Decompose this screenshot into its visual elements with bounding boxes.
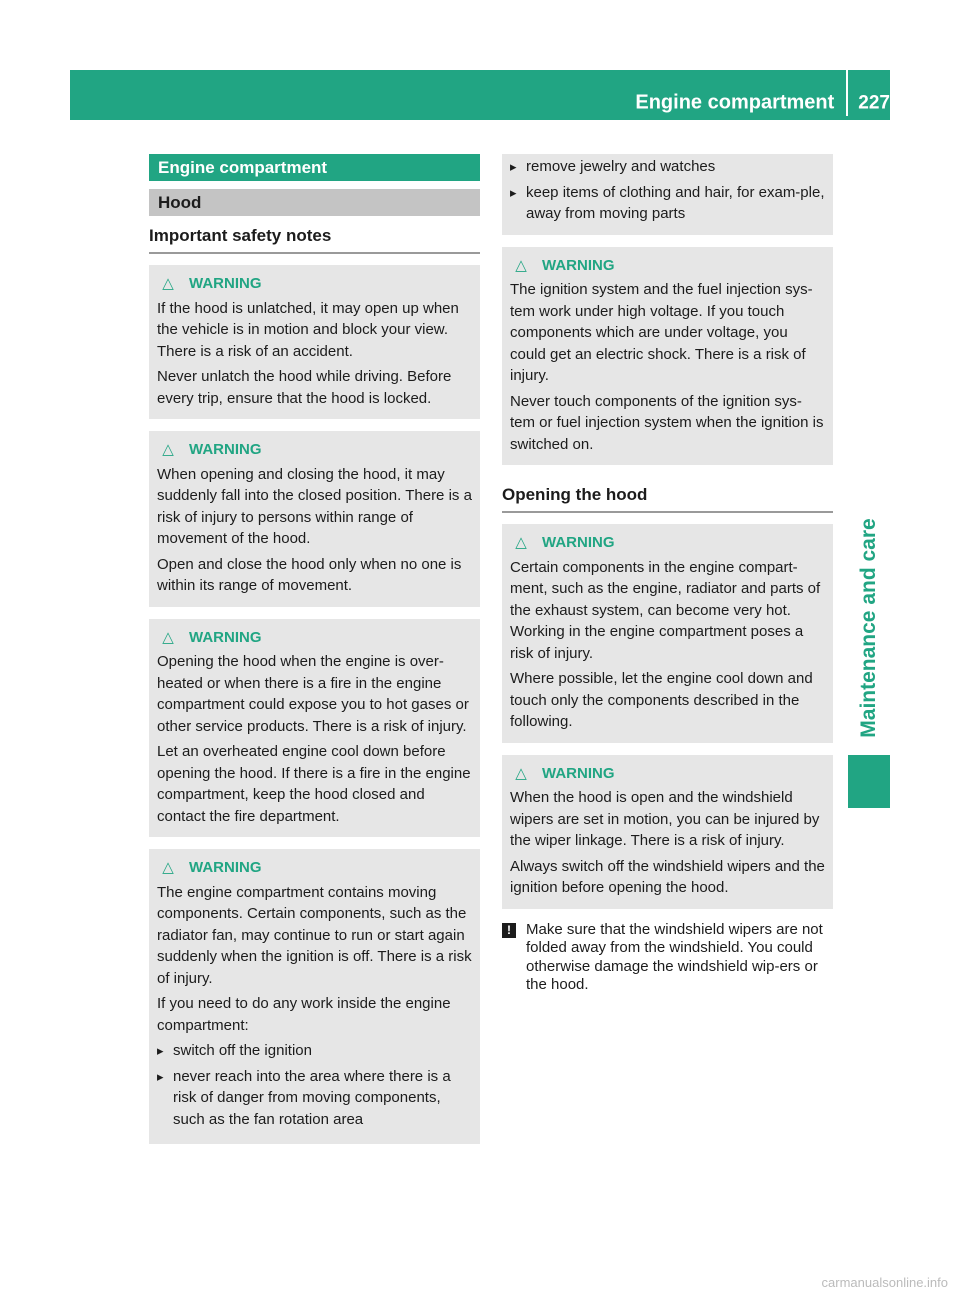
warning-box <box>502 755 833 909</box>
warning-triangle-icon: △ <box>515 256 527 274</box>
list-item: ▸ remove jewelry and watches <box>510 156 825 178</box>
list-item: ▸ never reach into the area where there is a risk of danger from moving components, such as the fan rotation area <box>157 1066 472 1131</box>
list-item: ▸ switch off the ignition <box>157 1040 472 1062</box>
warning-header: △ WARNING <box>157 273 472 295</box>
warning-triangle-icon: △ <box>515 534 527 551</box>
right-column <box>502 154 833 995</box>
warning-text: When the hood is open and the windshield wipers are set in motion, you can be injured by the wiper linkage. There is a risk of injury. <box>510 789 820 849</box>
left-column <box>149 154 480 1156</box>
warning-triangle-icon: △ <box>162 859 174 876</box>
warning-continuation-box <box>502 154 833 235</box>
warning-text: The ignition system and the fuel injection sys-tem work under high voltage. If you touch components which are under voltage, you could get an electric shock. There is a risk of injury. <box>510 281 813 384</box>
warning-header: △ WARNING <box>157 627 472 649</box>
warning-triangle-icon: △ <box>162 628 174 646</box>
warning-text: The engine compartment contains moving components. Certain components, such as the radiator fan, may continue to run or start again suddenly when the ignition is off. There is a risk of injury. <box>157 883 472 987</box>
list-item: ▸ keep items of clothing and hair, for exam-ple, away from moving parts <box>510 182 825 225</box>
warning-header: △ WARNING <box>510 763 825 785</box>
header-title: Engine compartment <box>635 91 835 114</box>
subsubsection-title: Opening the hood <box>502 485 833 513</box>
header-divider <box>846 66 848 116</box>
notice-text: Make sure that the windshield wipers are not folded away from the windshield. You could otherwise damage the windshield wip-ers or the hood. <box>526 920 823 993</box>
warning-box <box>149 265 480 419</box>
subsubsection-title: Important safety notes <box>149 226 480 254</box>
warning-text: Never unlatch the hood while driving. Before every trip, ensure that the hood is locked. <box>157 368 452 407</box>
side-tab-marker <box>848 755 890 808</box>
warning-header: △ WARNING <box>157 439 472 461</box>
warning-header: △ WARNING <box>157 857 472 879</box>
warning-text: Where possible, let the engine cool down and touch only the components described in the following. <box>510 670 813 730</box>
subsection-title: Hood <box>149 189 480 216</box>
side-tab-label: Maintenance and care <box>857 518 880 738</box>
warning-box <box>149 849 480 1144</box>
watermark: carmanualsonline.info <box>821 1275 948 1290</box>
warning-header: △ WARNING <box>510 255 825 277</box>
warning-box <box>502 524 833 743</box>
warning-header: △ WARNING <box>510 532 825 554</box>
warning-box <box>502 247 833 466</box>
warning-triangle-icon: △ <box>162 275 174 292</box>
warning-text: If the hood is unlatched, it may open up when the vehicle is in motion and block your view. There is a risk of an accident. <box>157 299 459 360</box>
material-damage-notice <box>502 921 833 995</box>
warning-text: Open and close the hood only when no one is within its range of movement. <box>157 555 462 594</box>
bullet-list <box>157 1040 472 1130</box>
warning-text: Always switch off the windshield wipers and the ignition before opening the hood. <box>510 857 825 896</box>
bullet-list <box>510 156 825 225</box>
warning-triangle-icon: △ <box>162 441 174 458</box>
warning-triangle-icon: △ <box>515 764 527 782</box>
warning-box <box>149 431 480 607</box>
warning-text: Never touch components of the ignition sys-tem or fuel injection system when the ignition is switched on. <box>510 392 824 453</box>
warning-text: Let an overheated engine cool down before opening the hood. If there is a fire in the engine compartment, keep the hood closed and contact the fire department. <box>157 743 471 825</box>
section-title: Engine compartment <box>149 154 480 181</box>
running-header <box>635 88 890 118</box>
exclamation-icon: ! <box>502 923 516 938</box>
page-number: 227 <box>858 92 890 114</box>
warning-text: If you need to do any work inside the engine compartment: <box>157 995 451 1034</box>
warning-text: Certain components in the engine compart-ment, such as the engine, radiator and parts of the exhaust system, can become very hot. Working in the engine compartment poses a risk of injury. <box>510 558 821 662</box>
warning-box <box>149 619 480 838</box>
warning-text: Opening the hood when the engine is over-heated or when there is a fire in the engine compartment could expose you to hot gases or other service products. There is a risk of injury. <box>157 653 469 735</box>
warning-text: When opening and closing the hood, it may suddenly fall into the closed position. There is a risk of injury to persons within range of movement of the hood. <box>157 465 472 547</box>
